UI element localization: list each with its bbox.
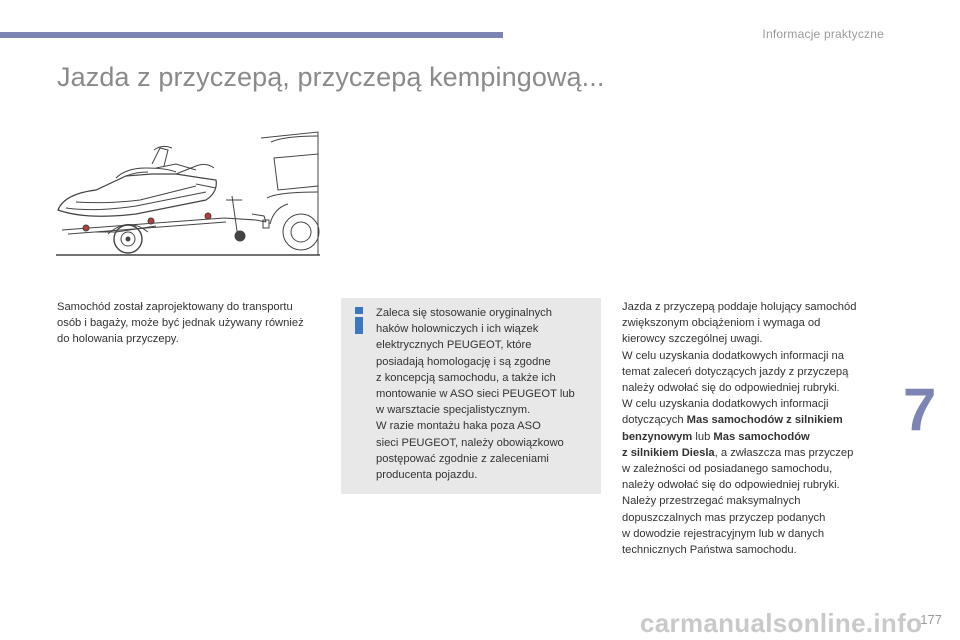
info-line: z koncepcją samochodu, a także ich: [376, 371, 556, 384]
info-line: elektrycznych PEUGEOT, które: [376, 339, 532, 352]
info-line: haków holowniczych i ich wiązek: [376, 323, 539, 336]
text-line: w dowodzie rejestracyjnym lub w danych: [622, 527, 825, 540]
chapter-number: 7: [903, 376, 937, 443]
text-line: [622, 429, 890, 445]
right-column-text: [622, 299, 890, 558]
text-line: [622, 412, 890, 428]
info-line: w warsztacie specjalistycznym.: [376, 404, 531, 417]
bold-term: benzynowym: [622, 430, 693, 443]
watermark: carmanualsonline.info: [640, 608, 923, 638]
info-line: producenta pojazdu.: [376, 469, 478, 482]
text-line: w zależności od posiadanego samochodu,: [622, 463, 833, 476]
text-fragment: lub: [692, 430, 714, 443]
text-fragment: , a zwłaszcza mas przyczep: [714, 446, 854, 459]
text-line: W celu uzyskania dodatkowych informacji na: [622, 349, 844, 362]
text-line: [622, 445, 890, 461]
bold-term: Mas samochodów z silnikiem: [686, 414, 843, 427]
bold-term: Mas samochodów: [713, 430, 810, 443]
section-header: Informacje praktyczne: [762, 27, 884, 41]
header-accent-bar: [0, 32, 503, 38]
info-box: [341, 298, 601, 494]
info-line: montowanie w ASO sieci PEUGEOT lub: [376, 388, 575, 401]
info-line: W razie montażu haka poza ASO: [376, 420, 541, 433]
info-line: sieci PEUGEOT, należy obowiązkowo: [376, 436, 564, 449]
text-line: dopuszczalnych mas przyczep podanych: [622, 511, 826, 524]
info-box-text: [376, 305, 598, 483]
page-number: 177: [920, 612, 942, 627]
page-title: Jazda z przyczepą, przyczepą kempingową...: [57, 62, 605, 92]
trailer-jetski-illustration: [56, 128, 320, 260]
text-line: zwiększonym obciążeniom i wymaga od: [622, 317, 821, 330]
text-fragment: dotyczących: [622, 414, 687, 427]
info-line: Zaleca się stosowanie oryginalnych: [376, 307, 552, 319]
text-line: należy odwołać się do odpowiedniej rubryki.: [622, 382, 840, 395]
text-line: temat zaleceń dotyczących jazdy z przyczepą: [622, 365, 849, 378]
intro-paragraph: Samochód został zaprojektowany do transportu osób i bagaży, może być jednak używany również do holowania przyczepy.: [57, 301, 304, 346]
text-line: W celu uzyskania dodatkowych informacji: [622, 398, 829, 411]
info-line: postępować zgodnie z zaleceniami: [376, 452, 549, 465]
info-icon: [353, 307, 365, 334]
text-line: Jazda z przyczepą poddaje holujący samochód: [622, 301, 857, 313]
text-line: kierowcy szczególnej uwagi.: [622, 333, 763, 346]
info-line: posiadają homologację i są zgodne: [376, 355, 551, 368]
text-line: należy odwołać się do odpowiedniej rubryki.: [622, 479, 840, 492]
bold-term: z silnikiem Diesla: [622, 446, 715, 459]
text-line: technicznych Państwa samochodu.: [622, 544, 797, 557]
text-line: Należy przestrzegać maksymalnych: [622, 495, 801, 508]
